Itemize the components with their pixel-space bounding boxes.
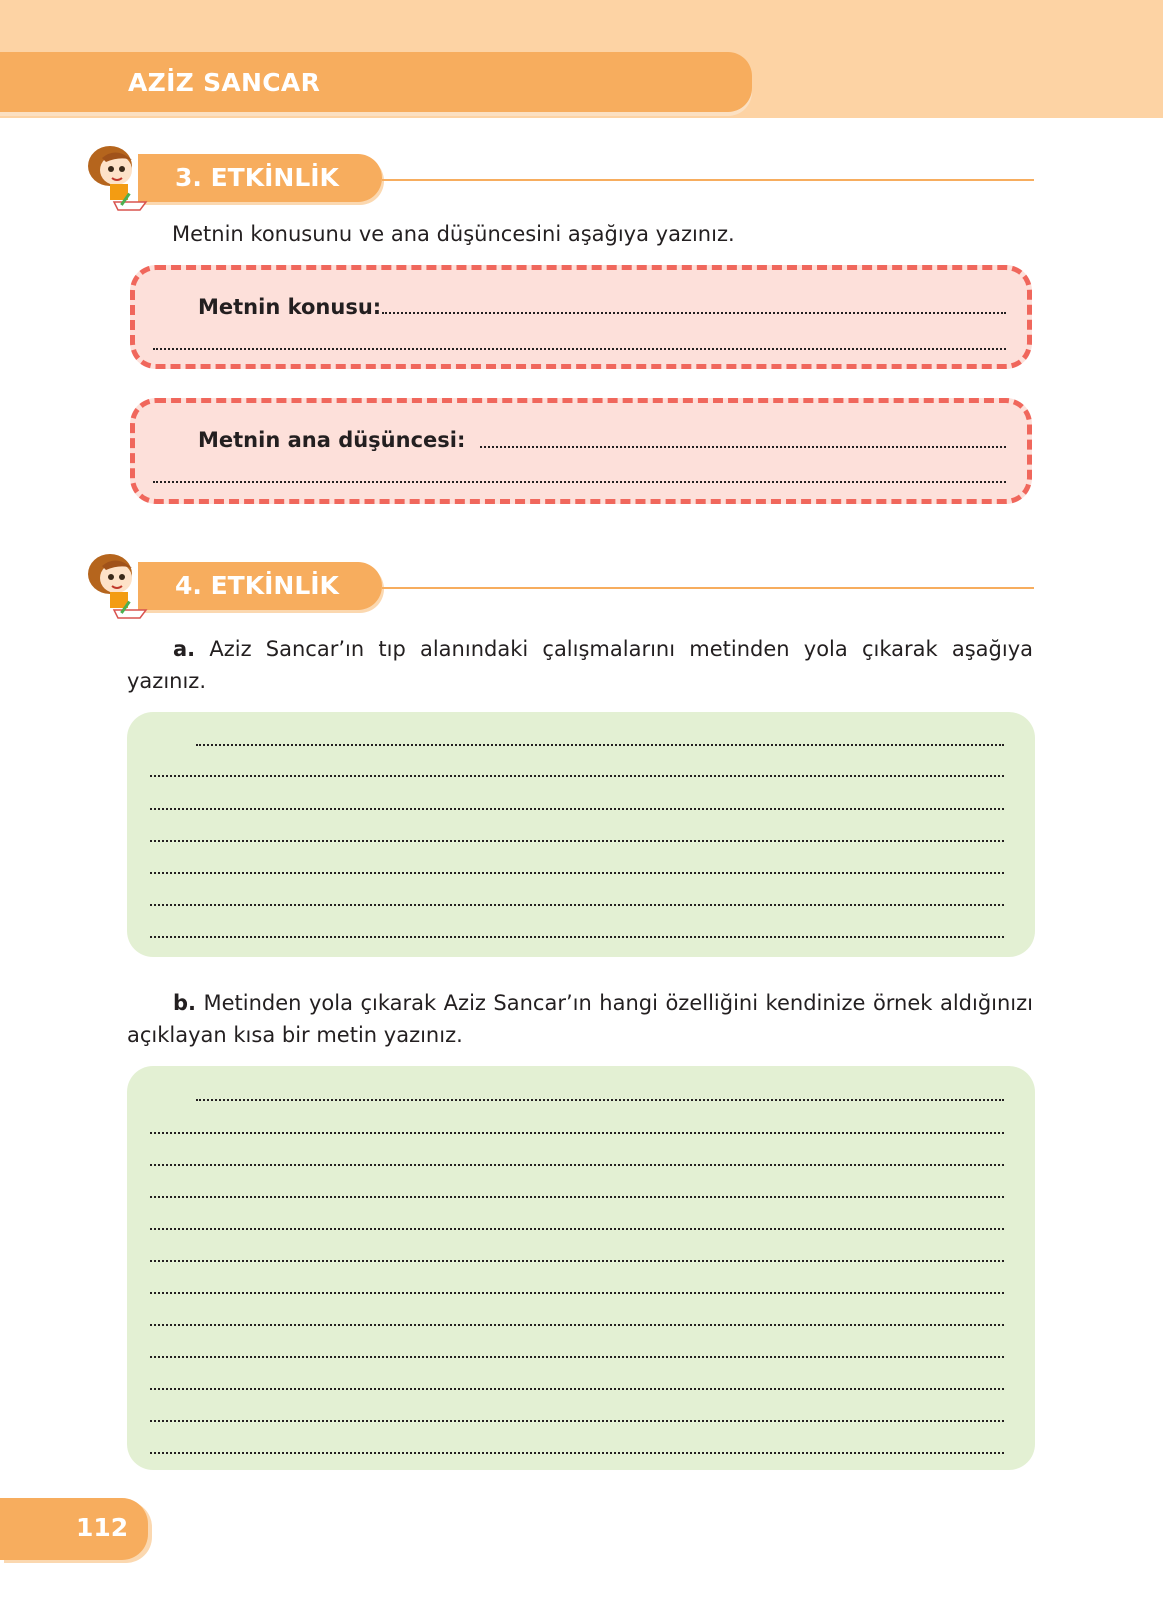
activity-3-heading: 3. ETKİNLİK [175, 163, 339, 192]
answer-box-b [127, 1066, 1035, 1470]
main-idea-line-2[interactable] [153, 481, 1006, 483]
answer-b-line-7[interactable] [150, 1292, 1004, 1294]
answer-b-line-11[interactable] [150, 1420, 1004, 1422]
page-number: 112 [76, 1513, 129, 1542]
answer-b-line-10[interactable] [150, 1388, 1004, 1390]
answer-b-line-2[interactable] [150, 1132, 1004, 1134]
main-idea-line-1[interactable] [480, 446, 1006, 448]
answer-a-line-3[interactable] [150, 808, 1004, 810]
part-a-text: Aziz Sancar’ın tıp alanındaki çalışmalarını metinden yola çıkarak aşağıya yazınız. [127, 637, 1033, 693]
topic-line-1[interactable] [382, 312, 1006, 314]
part-b-instruction [127, 987, 1033, 1051]
answer-b-line-5[interactable] [150, 1228, 1004, 1230]
part-b-text: Metinden yola çıkarak Aziz Sancar’ın hangi özelliğini kendinize örnek aldığınızı açıklayan kısa bir metin yazınız. [127, 991, 1033, 1047]
answer-a-line-4[interactable] [150, 840, 1004, 842]
activity-4-rule [382, 587, 1034, 589]
part-a-instruction [127, 633, 1033, 697]
answer-a-line-5[interactable] [150, 872, 1004, 874]
activity-4-heading: 4. ETKİNLİK [175, 571, 339, 600]
part-b-letter: b. [173, 991, 197, 1015]
answer-b-line-4[interactable] [150, 1196, 1004, 1198]
answer-b-line-9[interactable] [150, 1356, 1004, 1358]
page-title: AZİZ SANCAR [128, 68, 321, 97]
part-a-letter: a. [173, 637, 196, 661]
title-bar [0, 52, 752, 112]
topic-label: Metnin konusu: [198, 295, 382, 319]
answer-a-line-2[interactable] [150, 775, 1004, 777]
activity-3-rule [382, 179, 1034, 181]
main-idea-label: Metnin ana düşüncesi: [198, 428, 466, 452]
answer-b-line-8[interactable] [150, 1324, 1004, 1326]
answer-a-line-1[interactable] [196, 744, 1004, 746]
answer-box-a [127, 712, 1035, 957]
answer-a-line-7[interactable] [150, 936, 1004, 938]
answer-b-line-1[interactable] [196, 1099, 1004, 1101]
answer-b-line-3[interactable] [150, 1164, 1004, 1166]
answer-a-line-6[interactable] [150, 904, 1004, 906]
answer-b-line-12[interactable] [150, 1452, 1004, 1454]
girl-mascot-icon [80, 136, 160, 216]
topic-line-2[interactable] [153, 348, 1006, 350]
activity-3-instruction: Metnin konusunu ve ana düşüncesini aşağıya yazınız. [172, 222, 735, 246]
girl-mascot-icon [80, 544, 160, 624]
answer-b-line-6[interactable] [150, 1260, 1004, 1262]
